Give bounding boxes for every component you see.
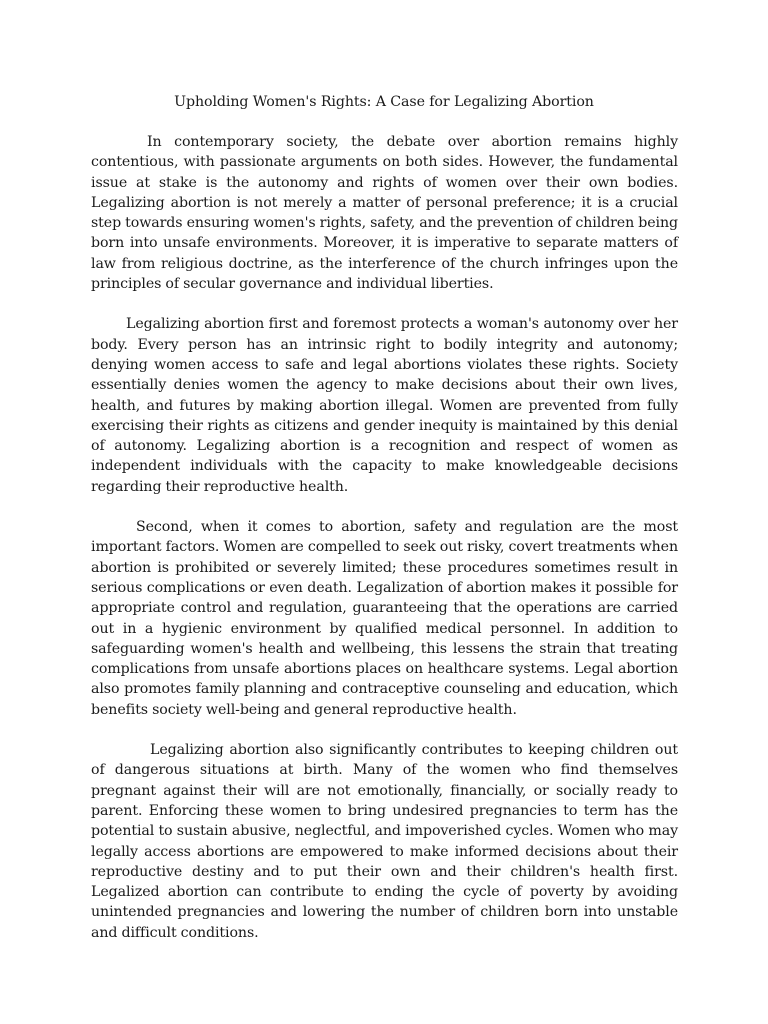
paragraph-3: Second, when it comes to abortion, safety and regulation are the most important factors. Women are compelled to seek out risky, covert treatments when abortion is prohibited or severely limited; these procedures sometimes result in serious complications or even death. Legalization of abortion makes it possible for appropriate control and regulation, guaranteeing that the operations are carried out in a hygienic environment by qualified medical personnel. In addition to safeguarding women's health and wellbeing, this lessens the strain that treating complications from unsafe abortions places on healthcare systems. Legal abortion also promotes family planning and contraceptive counseling and education, which benefits society well-being and general reproductive health.: [91, 519, 678, 718]
document-title: Upholding Women's Rights: A Case for Legalizing Abortion: [174, 94, 594, 110]
document-body: [91, 132, 678, 963]
paragraph-1: In contemporary society, the debate over abortion remains highly contentious, with passionate arguments on both sides. However, the fundamental issue at stake is the autonomy and rights of women over their own bodies. Legalizing abortion is not merely a matter of personal preference; it is a crucial step towards ensuring women's rights, safety, and the prevention of children being born into unsafe environments. Moreover, it is imperative to separate matters of law from religious doctrine, as the interference of the church infringes upon the principles of secular governance and individual liberties.: [91, 134, 678, 293]
paragraph-2: Legalizing abortion first and foremost protects a woman's autonomy over her body. Every person has an intrinsic right to bodily integrity and autonomy; denying women access to safe and legal abortions violates these rights. Society essentially denies women the agency to make decisions about their own lives, health, and futures by making abortion illegal. Women are prevented from fully exercising their rights as citizens and gender inequity is maintained by this denial of autonomy. Legalizing abortion is a recognition and respect of women as independent individuals with the capacity to make knowledgeable decisions regarding their reproductive health.: [91, 316, 678, 495]
paragraph-4: Legalizing abortion also significantly contributes to keeping children out of dangerous situations at birth. Many of the women who find themselves pregnant against their will are not emotionally, financially, or socially ready to parent. Enforcing these women to bring undesired pregnancies to term has the potential to sustain abusive, neglectful, and impoverished cycles. Women who may legally access abortions are empowered to make informed decisions about their reproductive destiny and to put their own and their children's health first. Legalized abortion can contribute to ending the cycle of poverty by avoiding unintended pregnancies and lowering the number of children born into unstable and difficult conditions.: [91, 742, 678, 941]
